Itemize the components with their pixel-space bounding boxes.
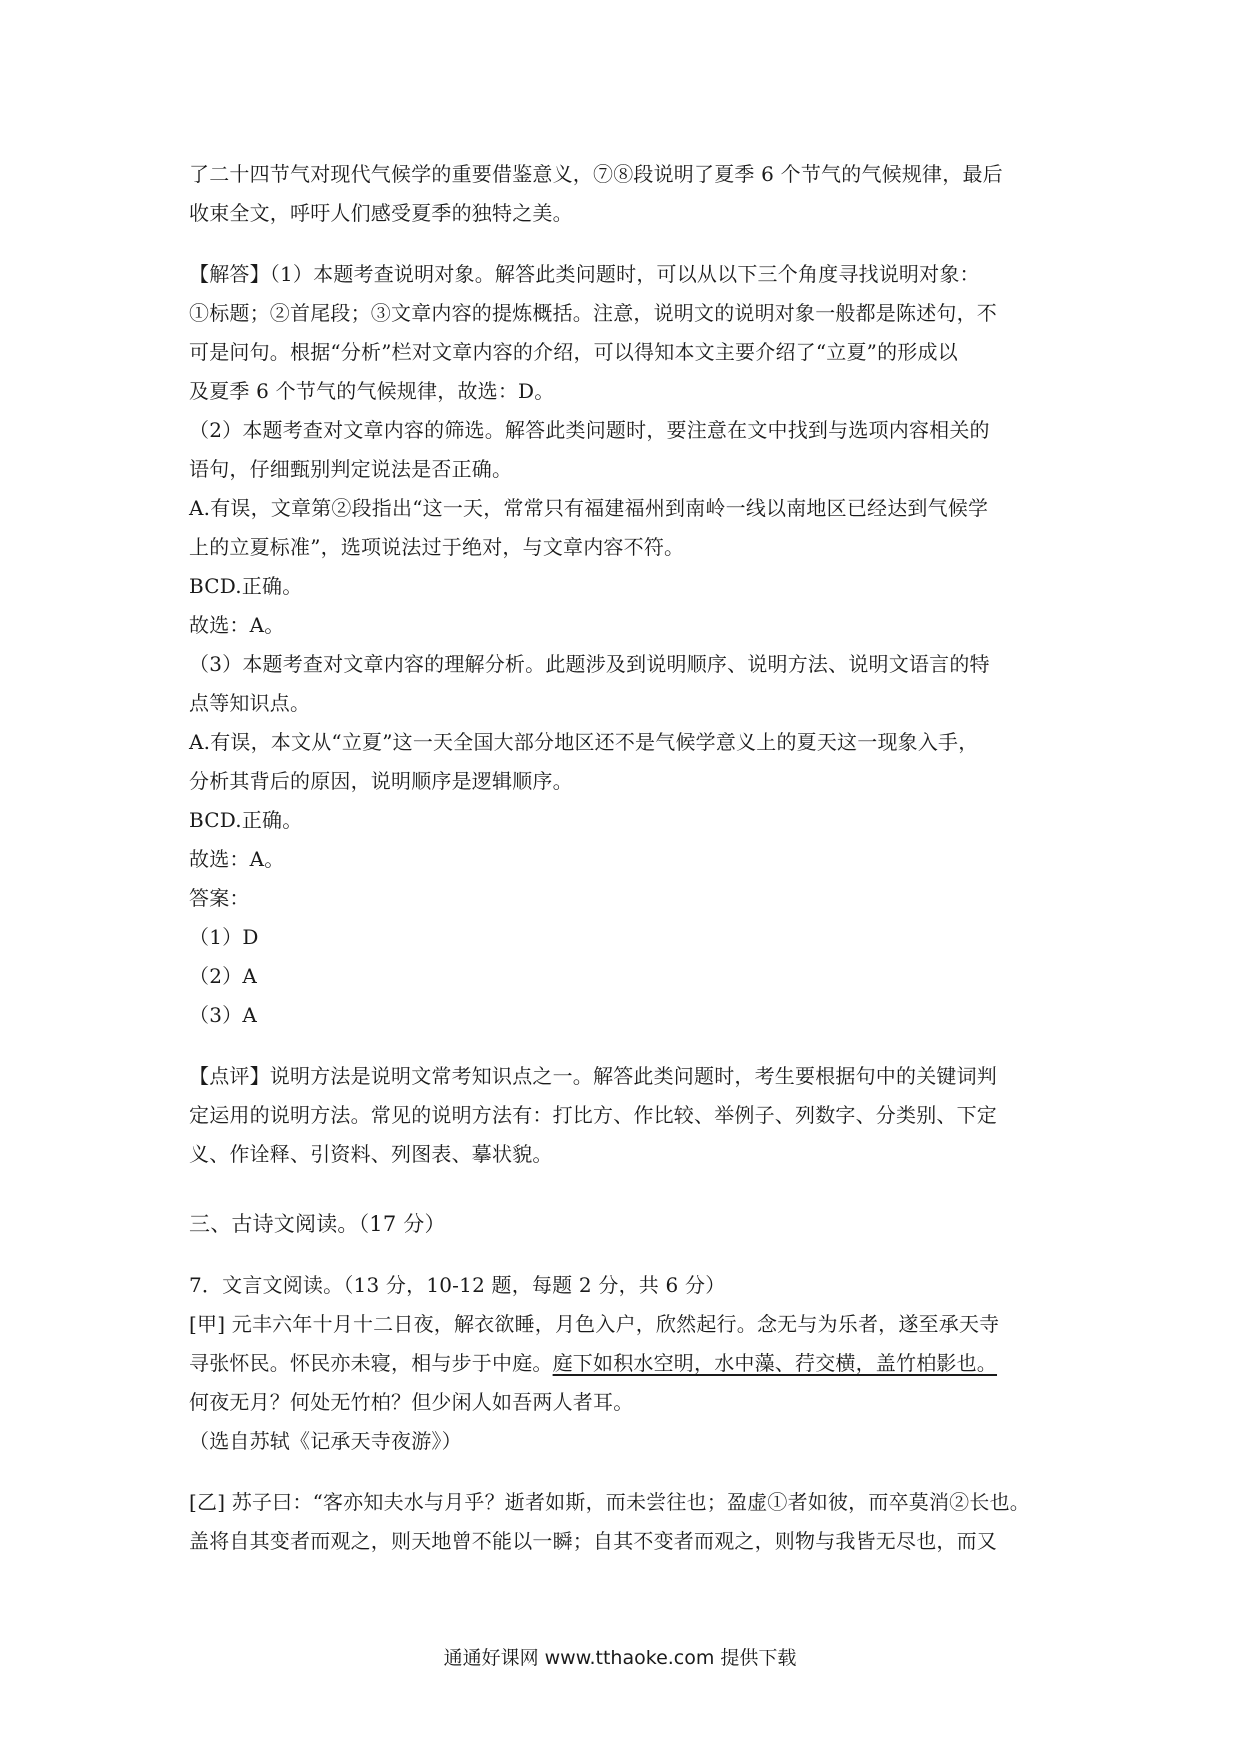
text-line: 故选：A。: [189, 613, 285, 637]
passage-jia-line: [甲] 元丰六年十月十二日夜，解衣欲睡，月色入户，欣然起行。念无与为乐者，遂至承天寺: [189, 1312, 1000, 1336]
section-heading: 三、古诗文阅读。（17 分）: [189, 1212, 446, 1236]
text-line: （3）本题考查对文章内容的理解分析。此题涉及到说明顺序、说明方法、说明文语言的特: [189, 652, 990, 676]
question-title: 7．文言文阅读。（13 分，10-12 题，每题 2 分，共 6 分）: [189, 1273, 726, 1297]
text-line: ①标题；②首尾段；③文章内容的提炼概括。注意，说明文的说明对象一般都是陈述句，不: [189, 301, 997, 325]
answer-item: （3）A: [189, 1003, 257, 1027]
text-line: 故选：A。: [189, 847, 285, 871]
text-line: A.有误，本文从“立夏”这一天全国大部分地区还不是气候学意义上的夏天这一现象入手，: [189, 730, 979, 754]
document-body: [189, 155, 1059, 1561]
passage-yi-line: 盖将自其变者而观之，则天地曾不能以一瞬；自其不变者而观之，则物与我皆无尽也，而又: [189, 1529, 997, 1553]
underlined-sentence: 庭下如积水空明，水中藻、荇交横，盖竹柏影也。: [552, 1351, 998, 1375]
text-line: 定运用的说明方法。常见的说明方法有：打比方、作比较、举例子、列数字、分类别、下定: [189, 1103, 997, 1127]
analysis-tail: [189, 155, 1059, 233]
text-line: 【解答】（1）本题考查说明对象。解答此类问题时，可以从以下三个角度寻找说明对象：: [189, 262, 980, 286]
text-line: 点等知识点。: [189, 691, 311, 715]
text-line: 可是问句。根据“分析”栏对文章内容的介绍，可以得知本文主要介绍了“立夏”的形成以: [189, 340, 958, 364]
text-line: 分析其背后的原因，说明顺序是逻辑顺序。: [189, 769, 573, 793]
text-line: 了二十四节气对现代气候学的重要借鉴意义，⑦⑧段说明了夏季 6 个节气的气候规律，最后: [189, 162, 1003, 186]
passage-text: 寻张怀民。怀民亦未寝，相与步于中庭。: [189, 1351, 553, 1375]
text-line: A.有误，文章第②段指出“这一天，常常只有福建福州到南岭一线以南地区已经达到气候学: [189, 496, 989, 520]
question-7: [189, 1266, 1059, 1561]
passage-yi-line: [乙] 苏子曰：“客亦知夫水与月乎？逝者如斯，而未尝往也；盈虚①者如彼，而卒莫消②长也。: [189, 1490, 1030, 1514]
text-line: 上的立夏标准”，选项说法过于绝对，与文章内容不符。: [189, 535, 685, 559]
answer-item: （1）D: [189, 925, 259, 949]
comment-section: [189, 1057, 1059, 1174]
text-line: 收束全文，呼吁人们感受夏季的独特之美。: [189, 201, 573, 225]
text-line: BCD.正确。: [189, 808, 303, 832]
page-footer: 通通好课网 www.tthaoke.com 提供下载: [443, 1647, 797, 1669]
passage-source: （选自苏轼《记承天寺夜游》）: [189, 1429, 462, 1453]
answer-section: [189, 255, 1059, 1035]
text-line: 语句，仔细甄别判定说法是否正确。: [189, 457, 513, 481]
passage-jia-line: [189, 1344, 1059, 1383]
text-line: 及夏季 6 个节气的气候规律，故选：D。: [189, 379, 555, 403]
text-line: 答案：: [189, 886, 250, 910]
text-line: 【点评】说明方法是说明文常考知识点之一。解答此类问题时，考生要根据句中的关键词判: [189, 1064, 997, 1088]
text-line: 义、作诠释、引资料、列图表、摹状貌。: [189, 1142, 553, 1166]
text-line: （2）本题考查对文章内容的筛选。解答此类问题时，要注意在文中找到与选项内容相关的: [189, 418, 990, 442]
text-line: BCD.正确。: [189, 574, 303, 598]
passage-jia-line: 何夜无月？何处无竹柏？但少闲人如吾两人者耳。: [189, 1390, 634, 1414]
answer-item: （2）A: [189, 964, 257, 988]
